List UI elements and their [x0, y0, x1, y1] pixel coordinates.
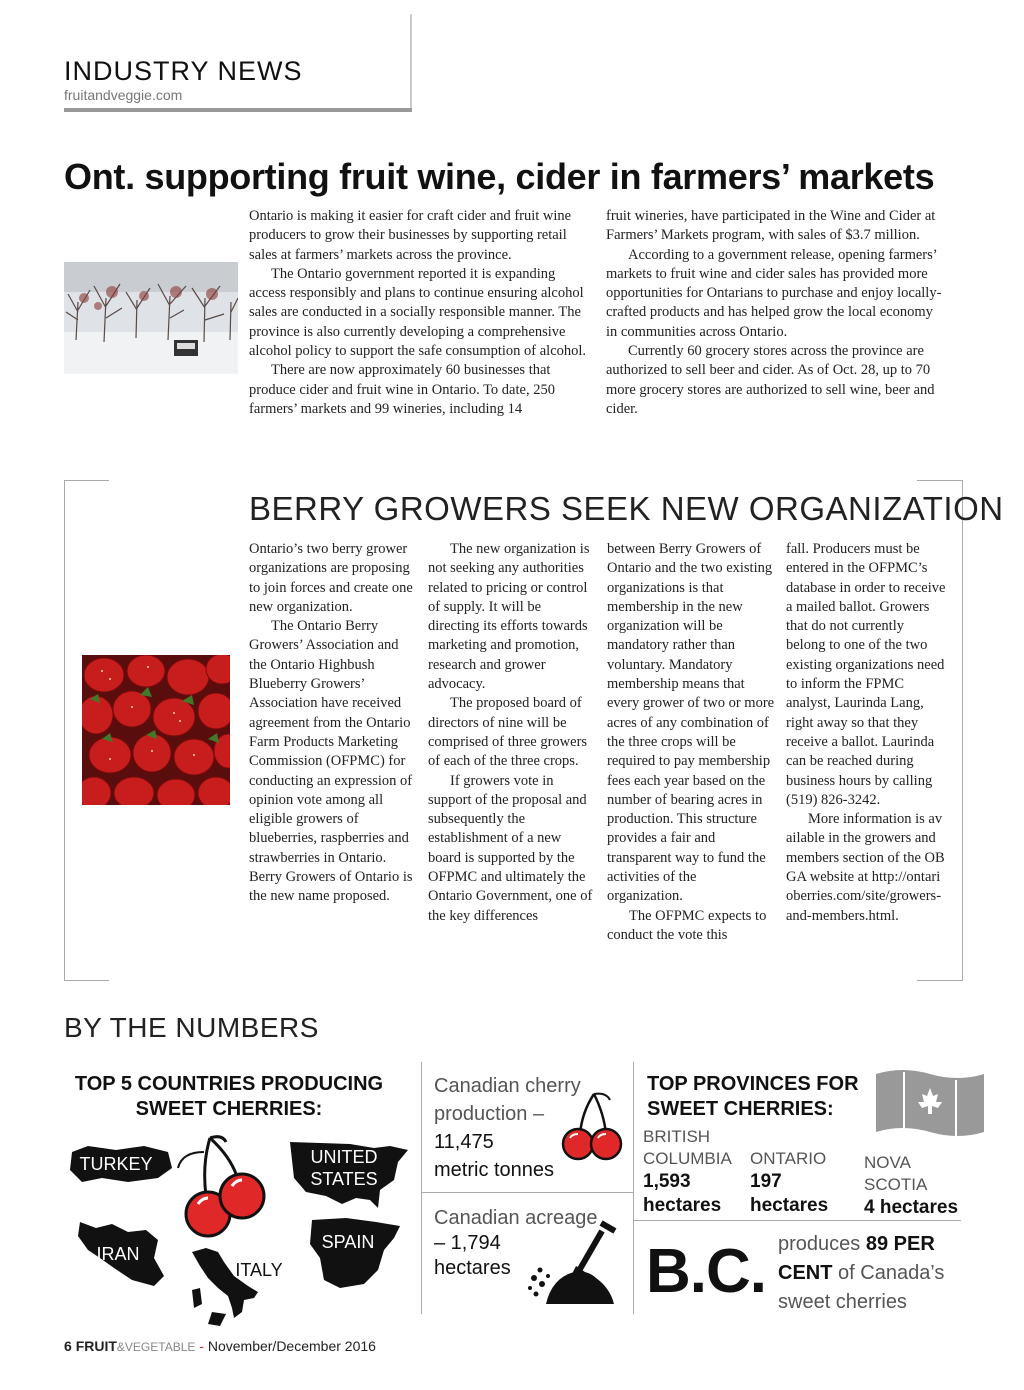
paragraph: More information is available in the growers and members section of the OBGA website at http://ontarioberries.com/site/growers-and-members.html.: [786, 811, 945, 924]
bc-line-2: CENT of Canada’s: [778, 1262, 945, 1284]
paragraph: The proposed board of directors of nine will be comprised of three growers of each of the three crops.: [428, 695, 588, 770]
province-name: ONTARIO: [750, 1149, 827, 1168]
orchard-photo: [64, 262, 238, 374]
paragraph: Ontario is making it easier for craft cider and fruit wine producers to grow their businesses by supporting retail sales at farmers’ markets across the province.: [249, 208, 572, 263]
numbers-title: BY THE NUMBERS: [64, 1012, 319, 1043]
numbers-divider-1: [421, 1062, 422, 1314]
berry-column-3: [607, 540, 775, 945]
numbers-divider-4: [633, 1220, 961, 1221]
cherry-prod-unit: metric tonnes: [434, 1159, 555, 1181]
cherry-prod-label: Canadian cherry production –: [434, 1075, 581, 1125]
country-label: TURKEY: [79, 1154, 153, 1174]
box-border-top-right: [917, 480, 963, 481]
bc-share-stat: [778, 1230, 968, 1317]
brand-vegetable: &VEGETABLE: [116, 1340, 196, 1354]
province-name: COLUMBIA: [643, 1149, 732, 1168]
province-value: 4 hectares: [864, 1197, 959, 1218]
footer-separator: -: [199, 1338, 204, 1354]
page-number: 6: [64, 1338, 72, 1354]
paragraph: Ontario’s two berry grower organizations are proposing to join forces and create one new organization.: [249, 541, 413, 615]
italy-map-icon: [188, 1246, 284, 1330]
article1-column-left: [249, 207, 589, 419]
bc-abbreviation: B.C.: [646, 1237, 766, 1306]
province-name: NOVA: [864, 1153, 911, 1172]
box-border-top-left: [64, 480, 109, 481]
berry-column-2: [428, 540, 596, 926]
box-border-right: [962, 480, 963, 981]
paragraph: There are now approximately 60 businesses that produce cider and fruit wine in Ontario. To date, 250 farmers’ markets and 99 wineries, including 14: [249, 362, 555, 417]
acreage-label: Canadian acreage: [434, 1207, 598, 1229]
article1-column-right: [606, 207, 946, 419]
cherry-prod-value: 11,475: [434, 1131, 494, 1153]
province-nova-scotia: [864, 1152, 964, 1220]
acreage-unit: hectares: [434, 1257, 511, 1279]
box-border-left: [64, 480, 65, 981]
paragraph: fruit wineries, have participated in the Wine and Cider at Farmers’ Markets program, with sales of $3.7 million.: [606, 208, 936, 244]
paragraph: If growers vote in support of the proposal and subsequently the establishment of a new board is supported by the OFPMC and ultimately the Ontario Government, one of the key differences: [428, 772, 593, 924]
section-title: INDUSTRY NEWS: [64, 56, 303, 86]
berry-column-4: [786, 540, 946, 926]
top5-title: TOP 5 COUNTRIES PRODUCING SWEET CHERRIES:: [74, 1073, 384, 1120]
canada-flag-icon: [874, 1068, 986, 1140]
header-underline: [64, 108, 412, 112]
shovel-icon: [526, 1218, 622, 1308]
paragraph: The new organization is not seeking any authorities related to pricing or control of supply. It will be directing its efforts towards marketing and promotion, research and grower advocacy.: [428, 541, 590, 693]
paragraph: Currently 60 grocery stores across the province are authorized to sell beer and cider. As of Oct. 28, up to 70 more grocery stores are authorized to sell wine, beer and cider.: [606, 343, 935, 417]
brand-fruit: FRUIT: [75, 1338, 117, 1354]
box-border-bottom-right: [917, 980, 963, 981]
country-label: IRAN: [96, 1244, 140, 1264]
berry-article-title: BERRY GROWERS SEEK NEW ORGANIZATION: [249, 490, 1004, 527]
cherries-icon: [174, 1134, 284, 1242]
united-states-map-icon: [286, 1138, 410, 1212]
paragraph: between Berry Growers of Ontario and the two existing organizations is that membership in the new organization will be mandatory rather than voluntary. Mandatory membership means that every grower of two or more acres of any combination of the three crops will be required to pay membership fees each year based on the number of bearing acres in production. This structure provides a fair and transparent way to fund the activities of the organization.: [607, 541, 775, 905]
section-site: fruitandveggie.com: [64, 87, 183, 103]
province-name: BRITISH: [643, 1127, 711, 1146]
turkey-map-icon: [68, 1142, 174, 1188]
numbers-divider-3: [421, 1192, 633, 1193]
country-label: ITALY: [235, 1260, 283, 1280]
bc-line-1: produces 89 PER: [778, 1233, 935, 1255]
province-name: SCOTIA: [864, 1175, 928, 1194]
country-label: UNITED STATES: [310, 1147, 378, 1189]
spain-map-icon: [306, 1214, 406, 1290]
acreage-value: – 1,794: [434, 1232, 501, 1254]
province-value: 1,593: [643, 1171, 691, 1192]
provinces-title: TOP PROVINCES FOR SWEET CHERRIES:: [647, 1073, 859, 1120]
province-unit: hectares: [750, 1195, 829, 1216]
province-ontario: [750, 1148, 850, 1218]
province-unit: hectares: [643, 1195, 722, 1216]
paragraph: The Ontario government reported it is expanding access responsibly and plans to continue ensuring alcohol sales are conducted in a socially responsible manner. The province is also currently developing a comprehensive alcohol policy to support the safe consumption of alcohol.: [249, 265, 587, 360]
issue-date: November/December 2016: [207, 1338, 376, 1354]
numbers-divider-2: [633, 1062, 634, 1314]
bc-line-3: sweet cherries: [778, 1291, 907, 1313]
province-british-columbia: [643, 1126, 743, 1218]
small-cherries-icon: [556, 1090, 626, 1164]
paragraph: fall. Producers must be entered in the OFPMC’s database in order to receive a mailed ballot. Growers that do not currently belong to one of the two existing organizations need to inform the FPMC analyst, Laurinda Lang, right away so that they receive a ballot. Laurinda can be reached during business hours by calling (519) 826-3242.: [786, 541, 946, 808]
header-divider: [410, 14, 412, 112]
province-value: 197: [750, 1171, 782, 1192]
paragraph: The Ontario Berry Growers’ Association and the Ontario Highbush Blueberry Growers’ Association have received agreement from the Ontario Farm Products Marketing Commission (OFPMC) for conducting an expression of opinion vote among all eligible growers of blueberries, raspberries and strawberries in Ontario. Berry Growers of Ontario is the new name proposed.: [249, 618, 413, 905]
berry-column-1: [249, 540, 417, 907]
country-label: SPAIN: [321, 1232, 375, 1252]
paragraph: According to a government release, opening farmers’ markets to fruit wine and cider sales has provided more opportunities for Ontarians to purchase and enjoy locally-crafted products and has helped grow the local economy in communities across Ontario.: [606, 246, 942, 340]
paragraph: The OFPMC expects to conduct the vote this: [607, 907, 767, 943]
page-footer: [64, 1338, 376, 1354]
box-border-bottom-left: [64, 980, 109, 981]
iran-map-icon: [74, 1218, 168, 1290]
article-headline: Ont. supporting fruit wine, cider in farmers’ markets: [64, 156, 935, 197]
strawberry-photo: [82, 655, 230, 805]
